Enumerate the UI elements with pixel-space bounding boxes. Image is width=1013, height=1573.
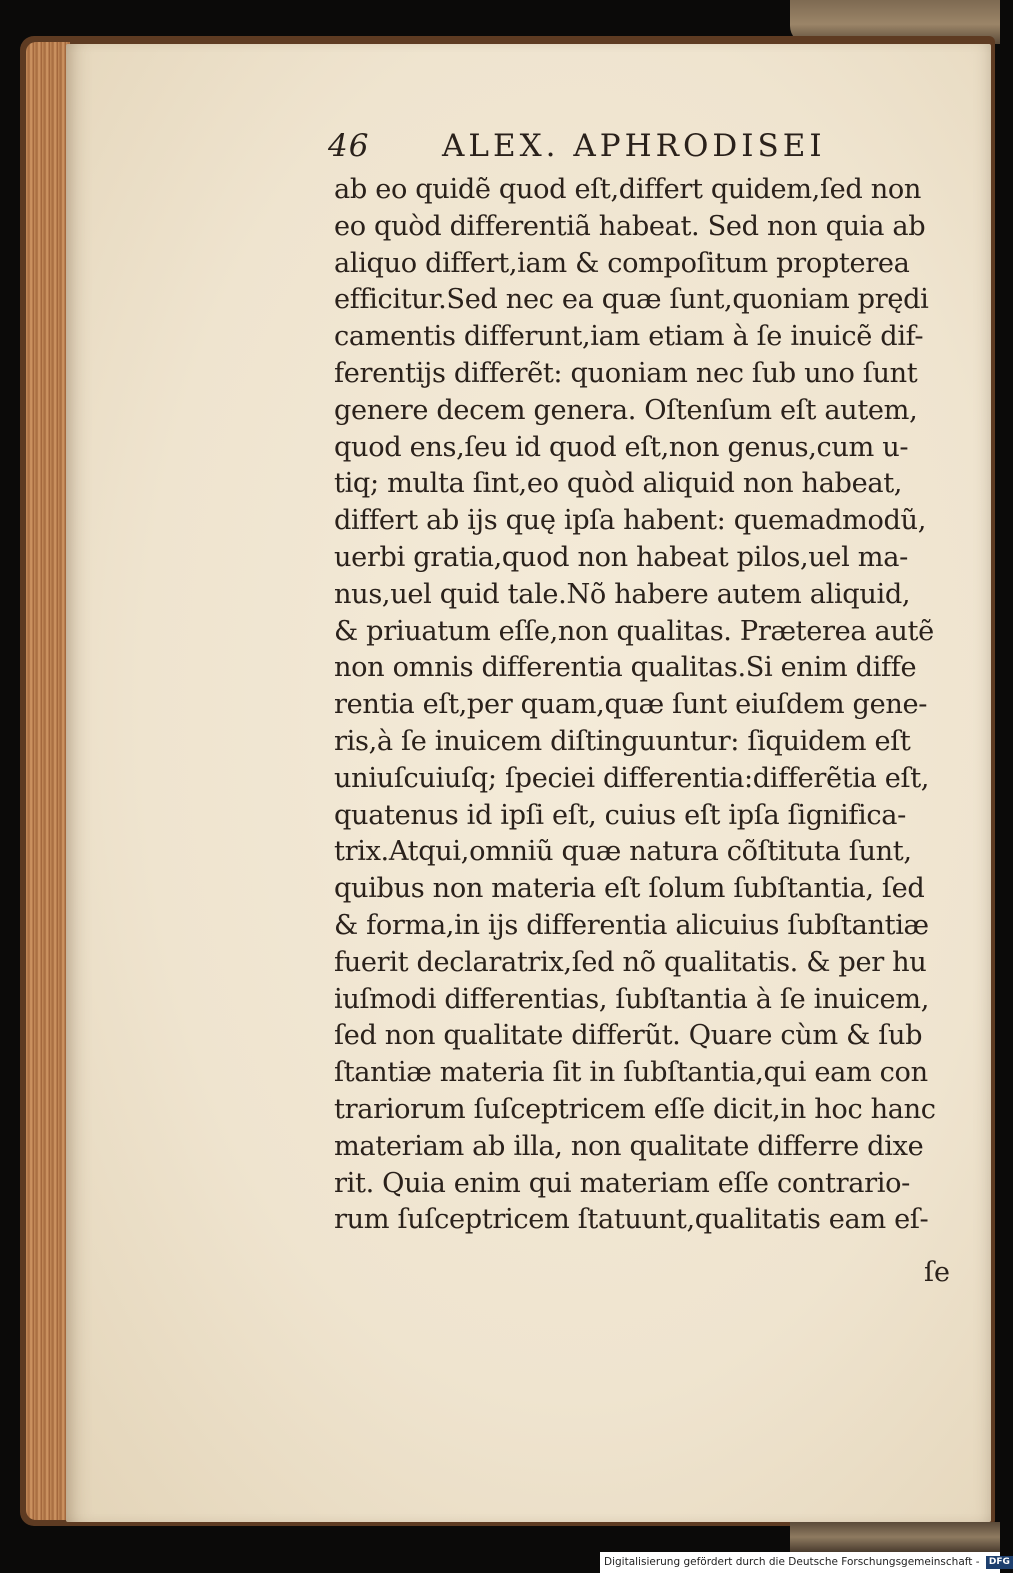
text-line: fuerit declaratrix,ſed nõ qualitatis. & per hu: [334, 946, 927, 978]
text-line: non omnis differentia qualitas.Si enim diffe: [334, 652, 917, 684]
running-head: [328, 128, 954, 172]
page-number: 46: [328, 128, 370, 164]
catchword: ſe: [924, 1257, 950, 1288]
text-line: uniuſcuiuſq; ſpeciei differentia:differẽtia eſt,: [334, 762, 930, 794]
text-line: camentis differunt,iam etiam à ſe inuicẽ dif-: [334, 321, 924, 353]
text-line: ab eo quidẽ quod eſt,differt quidem,ſed non: [334, 174, 922, 205]
body-text: [334, 172, 954, 1239]
running-title: ALEX. APHRODISEI: [442, 128, 826, 164]
text-line: ſed non qualitate differũt. Quare cùm & ſub: [334, 1020, 923, 1052]
text-line: rit. Quia enim qui materiam eſſe contrario-: [334, 1167, 910, 1199]
text-line: & forma,in ijs differentia alicuius ſubſtantiæ: [334, 909, 929, 941]
paper-scrap-bottom: [790, 1522, 1000, 1552]
text-line: quod ens,ſeu id quod eſt,non genus,cum u-: [334, 431, 909, 463]
book-page: [66, 44, 991, 1522]
text-line: & priuatum eſſe,non qualitas. Præterea autẽ: [334, 615, 934, 647]
text-line: differt ab ijs quę ipſa habent: quemadmodũ,: [334, 505, 927, 537]
text-line: iuſmodi differentias, ſubſtantia à ſe inuicem,: [334, 983, 929, 1015]
text-line: ferentijs differẽt: quoniam nec ſub uno ſunt: [334, 357, 918, 389]
text-line: materiam ab illa, non qualitate differre dixe: [334, 1130, 924, 1162]
text-line: rentia eſt,per quam,quæ ſunt eiuſdem gene-: [334, 689, 928, 721]
funding-credit: [600, 1552, 1010, 1573]
dfg-logo: DFG: [986, 1556, 1013, 1569]
funding-credit-text: Digitalisierung gefördert durch die Deutsche Forschungsgemeinschaft -: [604, 1556, 980, 1568]
text-line: genere decem genera. Oſtenſum eſt autem,: [334, 394, 918, 426]
text-line: efficitur.Sed nec ea quæ ſunt,quoniam prędi: [334, 284, 929, 316]
text-block: [328, 128, 954, 1288]
text-line: rum ſuſceptricem ſtatuunt,qualitatis eam eſ-: [334, 1204, 929, 1236]
text-line: uerbi gratia,quod non habeat pilos,uel ma-: [334, 541, 908, 573]
text-line: quatenus id ipſi eſt, cuius eſt ipſa ſignifica-: [334, 799, 906, 831]
text-line: ſtantiæ materia ſit in ſubſtantia,qui eam con: [334, 1057, 928, 1089]
text-line: trix.Atqui,omniũ quæ natura cõſtituta ſunt,: [334, 836, 912, 868]
text-line: aliquo differt,iam & compoſitum propterea: [334, 247, 910, 279]
text-line: eo quòd differentiã habeat. Sed non quia ab: [334, 210, 926, 242]
text-line: nus,uel quid tale.Nõ habere autem aliquid,: [334, 578, 911, 610]
text-line: tiq; multa ſint,eo quòd aliquid non habeat,: [334, 468, 903, 500]
text-line: trariorum ſuſceptricem eſſe dicit,in hoc hanc: [334, 1093, 936, 1125]
text-line: quibus non materia eſt ſolum ſubſtantia, ſed: [334, 873, 925, 905]
page-edges: [26, 42, 70, 1520]
text-line: ris,à ſe inuicem diſtinguuntur: ſiquidem eſt: [334, 725, 911, 757]
